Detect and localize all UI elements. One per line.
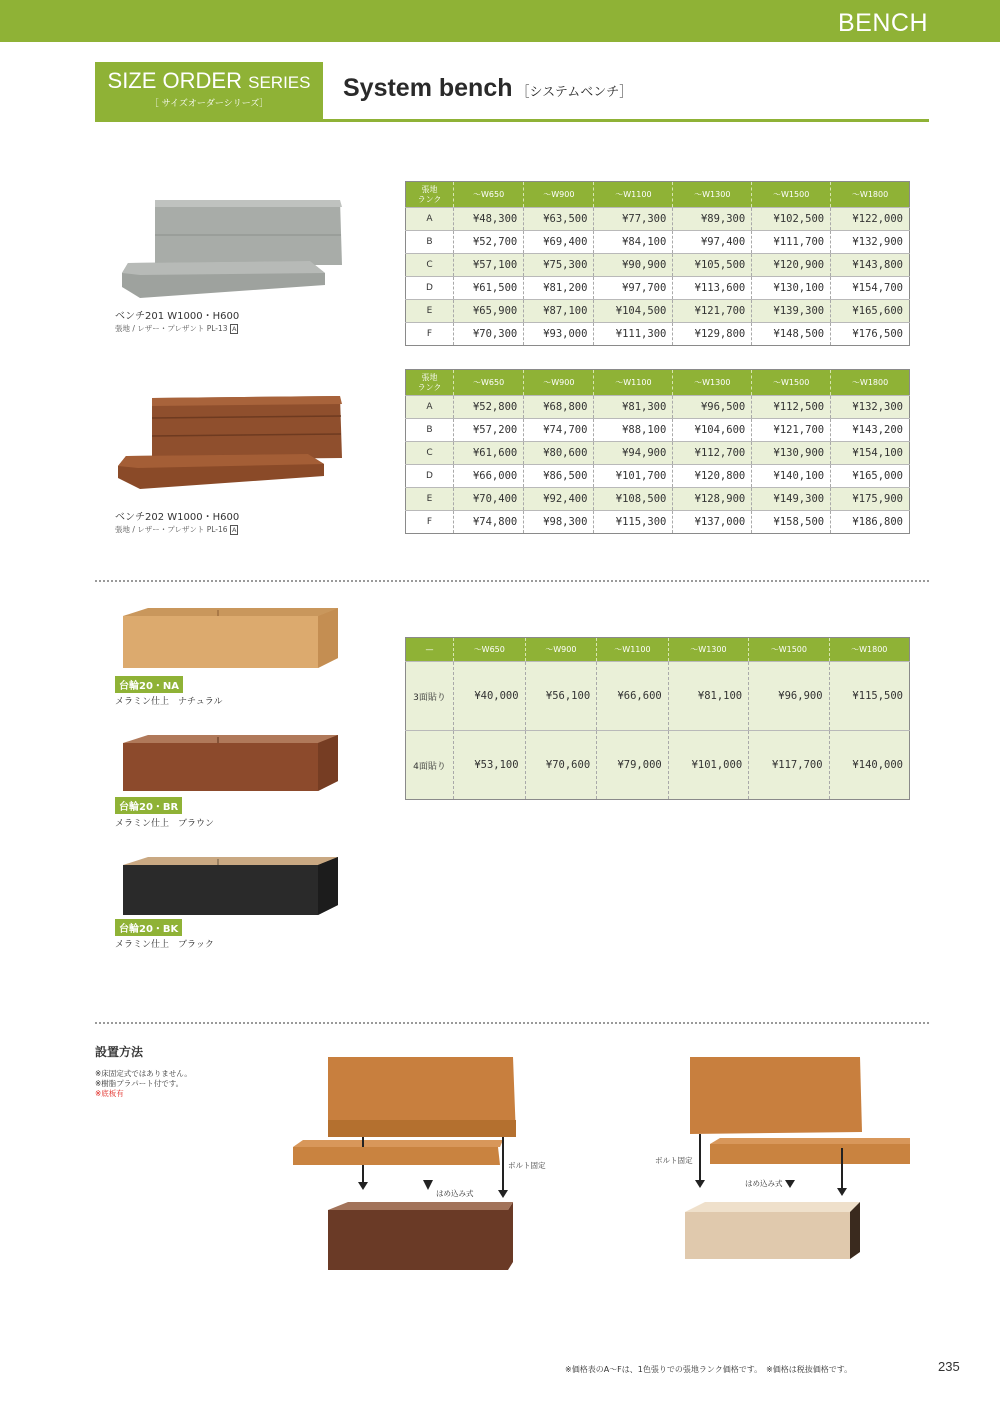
price-cell: ¥122,000 (831, 208, 910, 231)
price-cell: ¥139,300 (752, 300, 831, 323)
price-cell: ¥121,700 (673, 300, 752, 323)
size-header: ～W1300 (668, 638, 748, 662)
table-row (406, 442, 910, 465)
price-cell: ¥104,600 (673, 419, 752, 442)
price-cell: ¥57,200 (454, 419, 524, 442)
price-cell: ¥115,300 (594, 511, 673, 534)
rank-cell: D (406, 277, 454, 300)
price-cell: ¥176,500 (831, 323, 910, 346)
base-br-finish: メラミン仕上 ブラウン (115, 819, 215, 829)
price-cell: ¥132,300 (831, 396, 910, 419)
rank-cell: A (406, 396, 454, 419)
bench202-fabric (115, 524, 238, 535)
series-box (95, 62, 323, 120)
size-header: ～W650 (454, 638, 526, 662)
base-br-image (118, 733, 343, 793)
size-header: ～W1300 (673, 182, 752, 208)
rank-cell: E (406, 488, 454, 511)
price-cell: ¥84,100 (594, 231, 673, 254)
price-cell: ¥56,100 (525, 662, 597, 731)
series-sub: ［ サイズオーダーシリーズ］ (149, 99, 269, 109)
price-cell: ¥81,100 (668, 662, 748, 731)
size-header: ～W1500 (749, 638, 829, 662)
table-row (406, 465, 910, 488)
size-header: ～W1100 (594, 370, 673, 396)
bench201-fabric (115, 323, 238, 334)
base-na-tag: 台輪20・NA (115, 676, 183, 693)
bench202-name: ベンチ202 W1000・H600 (115, 512, 240, 523)
price-cell: ¥113,600 (673, 277, 752, 300)
size-header: ～W1500 (752, 370, 831, 396)
price-cell: ¥92,400 (524, 488, 594, 511)
price-cell: ¥77,300 (594, 208, 673, 231)
size-header: ～W1300 (673, 370, 752, 396)
price-cell: ¥132,900 (831, 231, 910, 254)
size-header: ～W900 (524, 182, 594, 208)
price-cell: ¥75,300 (524, 254, 594, 277)
rank-cell: B (406, 231, 454, 254)
price-cell: ¥87,100 (524, 300, 594, 323)
price-cell: ¥121,700 (752, 419, 831, 442)
price-cell: ¥165,000 (831, 465, 910, 488)
table-row (406, 300, 910, 323)
size-header: ～W1500 (752, 182, 831, 208)
price-cell: ¥154,700 (831, 277, 910, 300)
page-number: 235 (938, 1359, 960, 1374)
category-title: BENCH (837, 9, 928, 37)
price-cell: ¥93,000 (524, 323, 594, 346)
base-bk-image (118, 855, 343, 920)
rank-header: 張地 ランク (406, 182, 454, 208)
price-cell: ¥148,500 (752, 323, 831, 346)
price-cell: ¥143,800 (831, 254, 910, 277)
size-header: ～W1800 (831, 182, 910, 208)
price-cell: ¥70,600 (525, 731, 597, 800)
price-cell: ¥186,800 (831, 511, 910, 534)
price-cell: ¥65,900 (454, 300, 524, 323)
section-divider (95, 580, 929, 582)
base-bk-tag: 台輪20・BK (115, 919, 182, 936)
bolt-label: ボルト固定 (655, 1156, 693, 1165)
price-cell: ¥57,100 (454, 254, 524, 277)
title-rule (95, 119, 929, 122)
price-cell: ¥102,500 (752, 208, 831, 231)
table-row (406, 511, 910, 534)
base-br-tag: 台輪20・BR (115, 797, 182, 814)
price-cell: ¥98,300 (524, 511, 594, 534)
rank-cell: C (406, 254, 454, 277)
install-diagram-left (288, 1052, 538, 1272)
install-note: ※床固定式ではありません。 (95, 1069, 192, 1078)
rank-badge: A (231, 325, 237, 333)
price-cell: ¥108,500 (594, 488, 673, 511)
bolt-label: ボルト固定 (508, 1161, 546, 1170)
price-cell: ¥81,300 (594, 396, 673, 419)
price-cell: ¥101,000 (668, 731, 748, 800)
bench201-fabric-text: 張地 / レザー・プレザント PL-13 (115, 324, 228, 333)
install-note-red: ※底板有 (95, 1089, 124, 1098)
price-cell: ¥140,000 (829, 731, 909, 800)
price-cell: ¥94,900 (594, 442, 673, 465)
snap-label: はめ込み式 (436, 1189, 474, 1198)
price-cell: ¥96,900 (749, 662, 829, 731)
size-header: ～W1100 (597, 638, 669, 662)
install-title: 設置方法 (95, 1045, 144, 1059)
rank-cell: A (406, 208, 454, 231)
table-row (406, 231, 910, 254)
price-cell: ¥66,600 (597, 662, 669, 731)
price-cell: ¥111,300 (594, 323, 673, 346)
rank-cell: C (406, 442, 454, 465)
price-cell: ¥80,600 (524, 442, 594, 465)
price-cell: ¥128,900 (673, 488, 752, 511)
price-cell: ¥129,800 (673, 323, 752, 346)
bench201-name: ベンチ201 W1000・H600 (115, 311, 240, 322)
rank-cell: 3面貼り (406, 662, 454, 731)
price-cell: ¥90,900 (594, 254, 673, 277)
price-cell: ¥111,700 (752, 231, 831, 254)
price-cell: ¥53,100 (454, 731, 526, 800)
price-cell: ¥112,700 (673, 442, 752, 465)
install-diagram-right (680, 1052, 920, 1262)
bench201-image (110, 195, 360, 310)
rank-cell: E (406, 300, 454, 323)
series-main: SIZE ORDER (107, 68, 242, 93)
table-row (406, 254, 910, 277)
price-cell: ¥120,900 (752, 254, 831, 277)
series-suffix: SERIES (248, 73, 311, 92)
title-main-text: System bench (343, 74, 513, 102)
corner-header: — (406, 638, 454, 662)
price-cell: ¥165,600 (831, 300, 910, 323)
base-na-image (118, 606, 343, 676)
price-cell: ¥68,800 (524, 396, 594, 419)
rank-badge: A (231, 526, 237, 534)
price-cell: ¥105,500 (673, 254, 752, 277)
size-header: ～W650 (454, 182, 524, 208)
header-bar (0, 0, 1000, 42)
footer-note: ※価格表のA～Fは、1色張りでの張地ランク価格です。 ※価格は税抜価格です。 (565, 1365, 853, 1374)
price-cell: ¥117,700 (749, 731, 829, 800)
size-header: ～W1100 (594, 182, 673, 208)
price-cell: ¥61,500 (454, 277, 524, 300)
price-cell: ¥101,700 (594, 465, 673, 488)
price-cell: ¥143,200 (831, 419, 910, 442)
price-cell: ¥89,300 (673, 208, 752, 231)
price-cell: ¥120,800 (673, 465, 752, 488)
table-row (406, 323, 910, 346)
price-cell: ¥40,000 (454, 662, 526, 731)
price-cell: ¥52,800 (454, 396, 524, 419)
price-cell: ¥97,700 (594, 277, 673, 300)
price-cell: ¥137,000 (673, 511, 752, 534)
rank-cell: F (406, 511, 454, 534)
price-cell: ¥130,100 (752, 277, 831, 300)
price-cell: ¥112,500 (752, 396, 831, 419)
price-cell: ¥96,500 (673, 396, 752, 419)
price-cell: ¥48,300 (454, 208, 524, 231)
table-row (406, 488, 910, 511)
price-cell: ¥66,000 (454, 465, 524, 488)
rank-cell: 4面貼り (406, 731, 454, 800)
price-cell: ¥158,500 (752, 511, 831, 534)
table-row (406, 419, 910, 442)
size-header: ～W1800 (829, 638, 909, 662)
table-row (406, 731, 910, 800)
price-cell: ¥104,500 (594, 300, 673, 323)
rank-cell: F (406, 323, 454, 346)
rank-header: 張地 ランク (406, 370, 454, 396)
rank-cell: D (406, 465, 454, 488)
table-row (406, 208, 910, 231)
size-header: ～W650 (454, 370, 524, 396)
price-cell: ¥70,400 (454, 488, 524, 511)
page-title (343, 74, 632, 103)
base-bk-finish: メラミン仕上 ブラック (115, 940, 214, 950)
table-row (406, 396, 910, 419)
price-cell: ¥115,500 (829, 662, 909, 731)
section-divider (95, 1022, 929, 1024)
size-header: ～W900 (524, 370, 594, 396)
bench202-fabric-text: 張地 / レザー・プレザント PL-16 (115, 525, 228, 534)
size-header: ～W1800 (831, 370, 910, 396)
price-cell: ¥74,700 (524, 419, 594, 442)
price-cell: ¥63,500 (524, 208, 594, 231)
table-row (406, 277, 910, 300)
price-cell: ¥140,100 (752, 465, 831, 488)
size-header: ～W900 (525, 638, 597, 662)
price-table-bench201 (405, 181, 910, 346)
price-cell: ¥81,200 (524, 277, 594, 300)
price-cell: ¥88,100 (594, 419, 673, 442)
price-cell: ¥79,000 (597, 731, 669, 800)
price-cell: ¥74,800 (454, 511, 524, 534)
price-table-base (405, 637, 910, 800)
price-cell: ¥130,900 (752, 442, 831, 465)
snap-label: はめ込み式 (745, 1179, 783, 1188)
price-cell: ¥61,600 (454, 442, 524, 465)
price-cell: ¥69,400 (524, 231, 594, 254)
price-cell: ¥52,700 (454, 231, 524, 254)
install-note: ※樹脂プラパート付です。 (95, 1079, 184, 1088)
rank-cell: B (406, 419, 454, 442)
price-cell: ¥154,100 (831, 442, 910, 465)
bench202-image (110, 390, 360, 505)
price-table-bench202 (405, 369, 910, 534)
price-cell: ¥86,500 (524, 465, 594, 488)
price-cell: ¥175,900 (831, 488, 910, 511)
title-jp: ［システムベンチ］ (516, 84, 633, 99)
table-row (406, 662, 910, 731)
price-cell: ¥97,400 (673, 231, 752, 254)
price-cell: ¥70,300 (454, 323, 524, 346)
price-cell: ¥149,300 (752, 488, 831, 511)
base-na-finish: メラミン仕上 ナチュラル (115, 697, 223, 707)
